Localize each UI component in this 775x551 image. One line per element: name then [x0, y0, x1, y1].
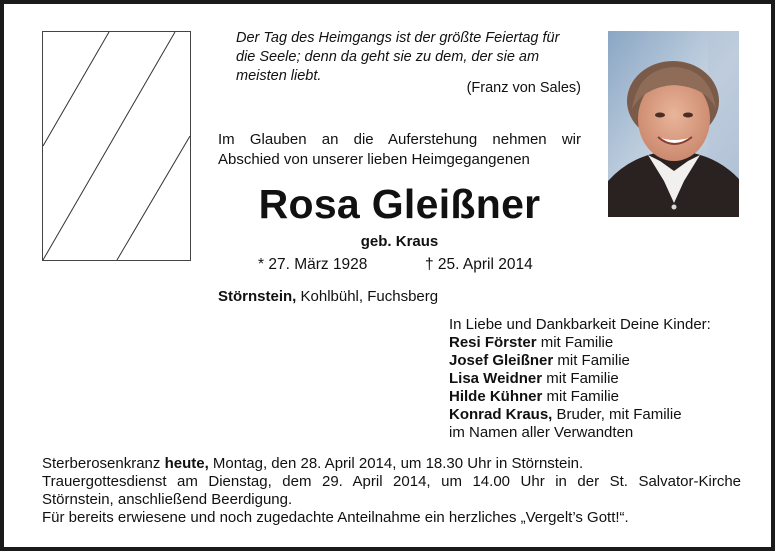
funeral-line: [42, 455, 741, 473]
mourners-list: [449, 316, 711, 442]
funeral-highlight: heute,: [164, 455, 209, 472]
mourner-suffix: mit Familie: [553, 352, 630, 369]
quote-block: [236, 29, 581, 86]
mourner-suffix: Bruder, mit Familie: [552, 406, 682, 423]
death-date: † 25. April 2014: [425, 256, 533, 273]
quote-line: Der Tag des Heimgangs ist der größte Feiertag für: [236, 30, 560, 46]
list-item: [449, 370, 711, 388]
intro-line: Abschied von unserer lieben Heimgegangenen: [218, 151, 530, 168]
deceased-name: Rosa Gleißner: [258, 181, 541, 227]
mourner-name: Konrad Kraus,: [449, 406, 553, 423]
mourner-name: Hilde Kühner: [449, 388, 543, 405]
location-rest: Kohlbühl, Fuchsberg: [296, 288, 439, 305]
funeral-text: Montag, den 28. April 2014, um 18.30 Uhr in Störnstein.: [208, 455, 584, 472]
birth-date: * 27. März 1928: [258, 256, 368, 273]
funeral-line: Für bereits erwiesene und noch zugedachte Anteilnahme ein herzliches „Vergelt’s Gott!“.: [42, 509, 629, 526]
mourners-closing: im Namen aller Verwandten: [449, 424, 634, 441]
list-item: [449, 406, 711, 424]
quote-line: die Seele; denn da geht sie zu dem, der sie am: [236, 49, 540, 65]
list-item: [449, 334, 711, 352]
funeral-details: [42, 455, 741, 527]
birth-name: geb. Kraus: [360, 233, 439, 250]
quote-author: (Franz von Sales): [466, 80, 581, 96]
mourner-name: Josef Gleißner: [449, 352, 554, 369]
location: [218, 288, 438, 305]
mourner-suffix: mit Familie: [542, 370, 619, 387]
decorative-diagonal-panel: [42, 31, 191, 261]
mourner-suffix: mit Familie: [542, 388, 620, 405]
funeral-line: Störnstein, anschließend Beerdigung.: [42, 491, 293, 508]
mourner-suffix: mit Familie: [536, 334, 614, 351]
mourners-intro: In Liebe und Dankbarkeit Deine Kinder:: [449, 316, 711, 333]
list-item: [449, 388, 711, 406]
quote-line: meisten liebt.: [236, 68, 322, 84]
diagonal-lines-icon: [43, 32, 190, 260]
intro-line: Im Glauben an die Auferstehung nehmen wir: [218, 131, 581, 148]
portrait-photo: [608, 31, 739, 217]
intro-text: [218, 130, 581, 170]
funeral-line: Trauergottesdienst am Dienstag, dem 29. April 2014, um 14.00 Uhr in der St. Salvator-Kirche: [42, 473, 741, 490]
mourner-name: Lisa Weidner: [449, 370, 543, 387]
list-item: [449, 352, 711, 370]
funeral-text: Sterberosenkranz: [42, 455, 165, 472]
location-main: Störnstein,: [218, 288, 297, 305]
mourner-name: Resi Förster: [449, 334, 537, 351]
